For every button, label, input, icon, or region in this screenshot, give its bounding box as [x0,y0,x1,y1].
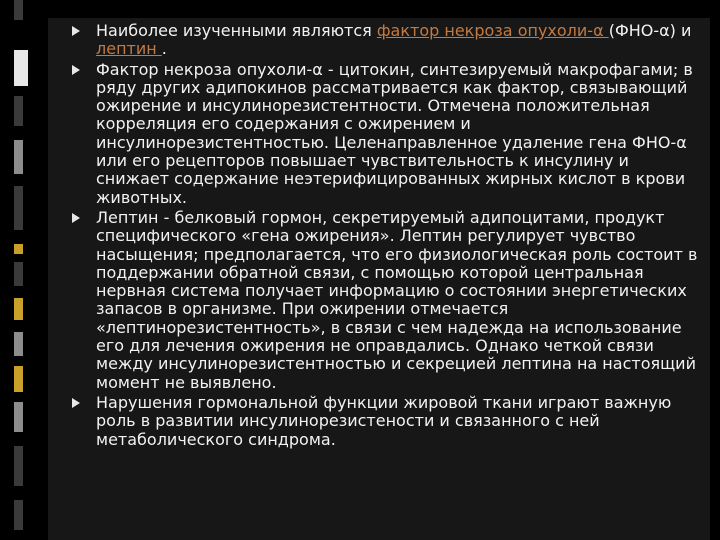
deco-bar [14,186,23,230]
deco-bar [14,96,23,126]
bullet-list [72,22,702,451]
deco-bar [14,50,28,86]
bullet-arrow-icon [72,398,80,408]
bullet-item [72,61,702,207]
deco-bar [14,366,23,392]
bullet-text: Нарушения гормональной функции жировой ткани играют важную роль в развитии инсулинорезистености и связанного с ней метаболического синдрома. [96,392,672,449]
deco-bar [14,298,23,320]
bullet-item [72,394,702,449]
deco-bar [14,244,23,254]
deco-bar [14,500,23,530]
bullet-text: (ФНО-α) и [608,21,692,40]
bullet-text: Наиболее изученными являются [96,21,377,40]
bullet-item [72,22,702,59]
deco-bar [14,402,23,432]
bullet-arrow-icon [72,26,80,36]
hyperlink[interactable]: фактор некроза опухоли-α [376,21,609,40]
deco-bar [14,332,23,356]
decorative-accent-strip [0,0,48,540]
deco-bar [14,262,23,286]
bullet-text: Фактор некроза опухоли-α - цитокин, синтезируемый макрофагами; в ряду других адипокинов рассматривается как фактор, связывающий ожирение и инсулинорезистентности. Отмечена положительная корреляция его содержания с ожирением и инсулинорезистентностью. Целенаправленное удаление гена ФНО-α или его рецепторов повышает чувствительность к инсулину и снижает содержание неэтерифицированных жирных кислот в крови животных. [96,59,693,207]
deco-bar [14,446,23,486]
hyperlink[interactable]: лептин [96,39,162,59]
deco-bar [14,140,23,174]
bullet-item [72,209,702,392]
bullet-arrow-icon [72,65,80,75]
bullet-text: . [161,39,167,59]
bullet-text: Лептин - белковый гормон, секретируемый адипоцитами, продукт специфического «гена ожирения». Лептин регулирует чувство насыщения; предполагается, что его физиологическая роль состоит в поддержании обратной связи, с помощью которой центральная нервная система получает информацию о состоянии энергетических запасов в организме. При ожирении отмечается «лептинорезистентность», в связи с чем надежда на использование его для лечения ожирения не оправдались. Однако четкой связи между инсулинорезистентностью и секрецией лептина на настоящий момент не выявлено. [96,207,698,392]
deco-bar [14,0,23,20]
bullet-arrow-icon [72,213,80,223]
